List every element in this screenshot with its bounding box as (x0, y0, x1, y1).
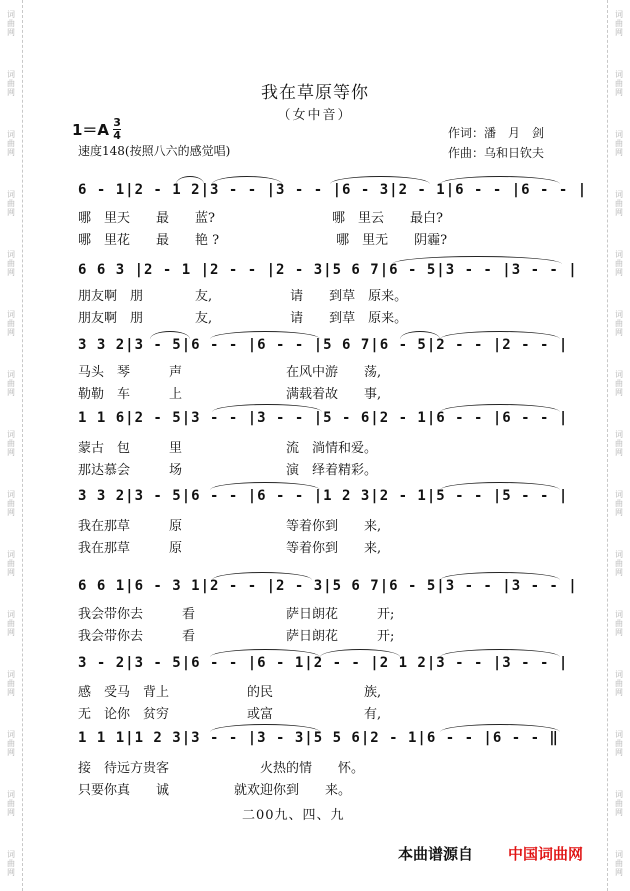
watermark-text: 词 曲 网 (615, 790, 623, 817)
lyric-line: 我在那草 原 等着你到 来, (78, 541, 382, 556)
watermark-text: 词 曲 网 (7, 190, 15, 217)
watermark-text: 词 曲 网 (615, 850, 623, 877)
lyric-line: 我会带你去 看 萨日朗花 开; (78, 629, 395, 644)
slur-mark (210, 482, 320, 490)
watermark-text: 词 曲 网 (615, 250, 623, 277)
watermark-text: 词 曲 网 (615, 730, 623, 757)
site-name-link[interactable]: 中国词曲网 (508, 845, 584, 863)
time-signature (113, 118, 121, 141)
watermark-text: 词 曲 网 (7, 250, 15, 277)
watermark-text: 词 曲 网 (615, 310, 623, 337)
notation-line: 1 1 1|1 2 3|3 - - |3 - 3|5 5 6|2 - 1|6 - - |6 - - ‖ (78, 730, 559, 746)
lyric-line: 朋友啊 朋 友, 请 到草 原来。 (78, 311, 408, 326)
key-signature (72, 118, 121, 141)
notation-line: 6 6 1|6 - 3 1|2 - - |2 - 3|5 6 7|6 - 5|3 - - |3 - - | (78, 578, 578, 594)
slur-mark (440, 572, 560, 580)
notation-line: 6 6 3 |2 - 1 |2 - - |2 - 3|5 6 7|6 - 5|3 - - |3 - - | (78, 262, 578, 278)
slur-mark (150, 331, 190, 339)
slur-mark (392, 256, 562, 264)
watermark-text: 词 曲 网 (7, 430, 15, 457)
watermark-text: 词 曲 网 (7, 730, 15, 757)
lyric-line: 勒勒 车 上 满载着故 事, (78, 387, 382, 402)
lyric-line: 哪 里花 最 艳 ? 哪 里无 阴霾? (78, 233, 448, 248)
composer: 作曲：乌和日钦夫 (448, 146, 545, 160)
watermark-text: 词 曲 网 (615, 130, 623, 157)
notation-line: 3 - 2|3 - 5|6 - - |6 - 1|2 - - |2 1 2|3 - - |3 - - | (78, 655, 569, 671)
time-signature-top: 3 (113, 116, 121, 129)
slur-mark (210, 724, 320, 732)
lyricist: 作词：潘 月 剑 (448, 126, 545, 140)
slur-mark (210, 649, 320, 657)
lyric-line: 马头 琴 声 在风中游 荡, (78, 365, 382, 380)
source-label: 本曲谱源自 (398, 845, 474, 863)
notation-line: 3 3 2|3 - 5|6 - - |6 - - |1 2 3|2 - 1|5 - - |5 - - | (78, 488, 569, 504)
watermark-text: 词 曲 网 (615, 670, 623, 697)
lyric-line: 朋友啊 朋 友, 请 到草 原来。 (78, 289, 408, 304)
watermark-text: 词 曲 网 (615, 490, 623, 517)
time-signature-bottom: 4 (113, 129, 121, 142)
watermark-text: 词 曲 网 (615, 10, 623, 37)
lyric-line: 只要你真 诚 就欢迎你到 来。 (78, 783, 352, 798)
song-title: 我在草原等你 (261, 83, 369, 103)
slur-mark (330, 176, 430, 184)
watermark-text: 词 曲 网 (7, 130, 15, 157)
lyric-line: 无 论你 贫穷 或富 有, (78, 707, 382, 722)
slur-mark (212, 404, 322, 412)
slur-mark (400, 331, 440, 339)
watermark-text: 词 曲 网 (615, 610, 623, 637)
watermark-text: 词 曲 网 (615, 70, 623, 97)
watermark-text: 词 曲 网 (7, 670, 15, 697)
lyric-line: 那达慕会 场 演 绎着精彩。 (78, 463, 378, 478)
watermark-text: 词 曲 网 (7, 70, 15, 97)
watermark-text: 词 曲 网 (7, 490, 15, 517)
slur-mark (440, 176, 560, 184)
slur-mark (440, 649, 560, 657)
watermark-text: 词 曲 网 (7, 310, 15, 337)
lyric-line: 接 待远方贵客 火热的情 怀。 (78, 761, 365, 776)
watermark-text: 词 曲 网 (615, 370, 623, 397)
watermark-text: 词 曲 网 (7, 790, 15, 817)
lyric-line: 蒙古 包 里 流 淌情和爱。 (78, 441, 378, 456)
lyric-line: 感 受马 背上 的民 族, (78, 685, 382, 700)
key-label: 1＝A (72, 121, 110, 139)
watermark-text: 词 曲 网 (615, 550, 623, 577)
tempo-marking: 速度148(按照八六的感觉唱) (78, 144, 231, 158)
notation-line: 3 3 2|3 - 5|6 - - |6 - - |5 6 7|6 - 5|2 - - |2 - - | (78, 337, 569, 353)
lyric-line: 我会带你去 看 萨日朗花 开; (78, 607, 395, 622)
slur-mark (176, 176, 204, 184)
slur-mark (440, 331, 560, 339)
watermark-text: 词 曲 网 (7, 10, 15, 37)
lyric-line: 哪 里天 最 蓝? 哪 里云 最白? (78, 211, 443, 226)
notation-line: 1 1 6|2 - 5|3 - - |3 - - |5 - 6|2 - 1|6 - - |6 - - | (78, 410, 569, 426)
song-subtitle: （女中音） (277, 108, 353, 123)
watermark-text: 词 曲 网 (7, 370, 15, 397)
slur-mark (212, 572, 312, 580)
slur-mark (440, 724, 560, 732)
slur-mark (440, 482, 560, 490)
watermark-text: 词 曲 网 (7, 550, 15, 577)
lyric-line: 我在那草 原 等着你到 来, (78, 519, 382, 534)
slur-mark (440, 404, 560, 412)
watermark-text: 词 曲 网 (7, 850, 15, 877)
watermark-text: 词 曲 网 (7, 610, 15, 637)
composition-date: 二00九、四、九 (242, 808, 345, 823)
notation-line: 6 - 1|2 - 1 2|3 - - |3 - - |6 - 3|2 - 1|6 - - |6 - - | (78, 182, 588, 198)
watermark-text: 词 曲 网 (615, 430, 623, 457)
slur-mark (320, 649, 400, 657)
slur-mark (212, 176, 282, 184)
watermark-text: 词 曲 网 (615, 190, 623, 217)
slur-mark (210, 331, 320, 339)
